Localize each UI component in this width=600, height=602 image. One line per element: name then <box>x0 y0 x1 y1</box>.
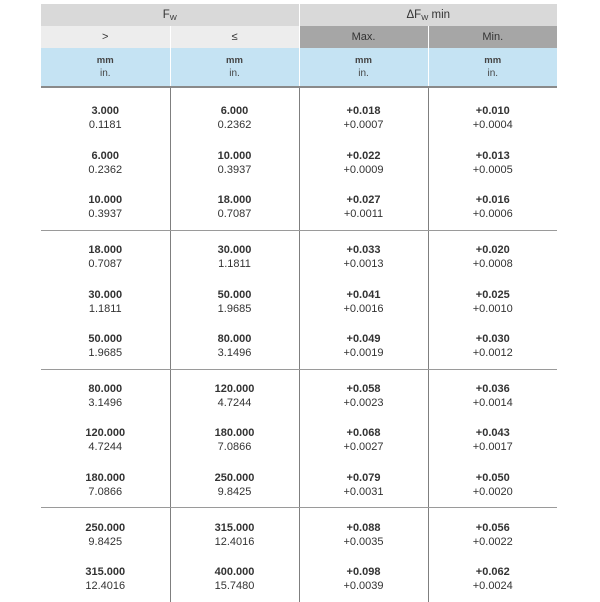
unit-cell <box>170 48 299 87</box>
value-mm: +0.098 <box>346 566 381 579</box>
value-in: +0.0006 <box>472 208 513 221</box>
cell-max <box>299 324 428 369</box>
value-in: 4.7244 <box>217 396 252 409</box>
value-mm: 3.000 <box>91 105 120 118</box>
table-row <box>41 185 557 230</box>
unit-mm: mm <box>226 55 243 66</box>
cell-gt <box>41 418 170 463</box>
value-mm: 30.000 <box>88 288 123 301</box>
value-mm: 400.000 <box>214 566 255 579</box>
tolerance-table <box>41 4 557 602</box>
value-in: +0.0031 <box>343 486 384 499</box>
cell-gt <box>41 87 170 141</box>
cell-min <box>428 324 557 369</box>
value-in: 3.1496 <box>88 396 123 409</box>
value-mm: 30.000 <box>217 244 252 257</box>
value-in: +0.0035 <box>343 535 384 548</box>
table-row <box>41 557 557 602</box>
cell-le <box>170 87 299 141</box>
value-in: 4.7244 <box>88 441 123 454</box>
value-in: 15.7480 <box>214 580 255 593</box>
cell-gt <box>41 279 170 324</box>
value-in: +0.0013 <box>343 258 384 271</box>
value-in: 9.8425 <box>88 535 123 548</box>
cell-min <box>428 279 557 324</box>
cell-gt <box>41 463 170 508</box>
unit-mm: mm <box>96 55 114 66</box>
value-mm: 180.000 <box>214 427 255 440</box>
unit-cell <box>41 48 170 87</box>
col-header-min: Min. <box>428 26 557 48</box>
table-row <box>41 324 557 369</box>
value-mm: +0.025 <box>475 288 510 301</box>
value-mm: 180.000 <box>85 472 126 485</box>
value-mm: 120.000 <box>85 427 126 440</box>
table-row <box>41 141 557 186</box>
unit-cell <box>428 48 557 87</box>
delta-symbol: ΔF <box>406 8 422 21</box>
value-in: 0.2362 <box>217 119 252 132</box>
cell-le <box>170 324 299 369</box>
value-mm: +0.027 <box>346 194 381 207</box>
cell-max <box>299 87 428 141</box>
value-mm: +0.043 <box>475 427 510 440</box>
col-header-max: Max. <box>299 26 428 48</box>
cell-min <box>428 463 557 508</box>
value-mm: +0.041 <box>346 288 381 301</box>
cell-min <box>428 185 557 230</box>
value-in: 0.2362 <box>88 163 123 176</box>
value-mm: 50.000 <box>217 288 252 301</box>
value-in: 1.9685 <box>88 347 123 360</box>
delta-subscript: W <box>421 12 429 22</box>
value-in: +0.0016 <box>343 302 384 315</box>
value-mm: 18.000 <box>217 194 252 207</box>
value-in: 0.7087 <box>88 258 123 271</box>
cell-max <box>299 508 428 557</box>
unit-mm: mm <box>484 55 502 66</box>
value-mm: +0.016 <box>475 194 510 207</box>
value-in: +0.0022 <box>472 535 513 548</box>
value-mm: +0.013 <box>475 149 510 162</box>
unit-in: in. <box>229 68 240 79</box>
cell-gt <box>41 185 170 230</box>
value-in: 1.1811 <box>88 302 122 315</box>
value-mm: +0.058 <box>346 382 381 395</box>
value-mm: 120.000 <box>214 382 255 395</box>
cell-le <box>170 141 299 186</box>
table-row <box>41 418 557 463</box>
value-in: +0.0020 <box>472 486 513 499</box>
value-in: +0.0027 <box>343 441 384 454</box>
cell-min <box>428 557 557 602</box>
cell-max <box>299 185 428 230</box>
value-mm: 315.000 <box>85 566 126 579</box>
value-in: 1.9685 <box>217 302 252 315</box>
value-in: 0.3937 <box>88 208 123 221</box>
cell-le <box>170 185 299 230</box>
cell-gt <box>41 324 170 369</box>
value-mm: +0.079 <box>346 472 381 485</box>
table-row <box>41 369 557 418</box>
value-mm: 315.000 <box>214 521 255 534</box>
table-row <box>41 463 557 508</box>
cell-le <box>170 463 299 508</box>
value-in: 9.8425 <box>217 486 252 499</box>
cell-max <box>299 369 428 418</box>
header-row-units <box>41 48 557 87</box>
value-mm: 80.000 <box>88 382 123 395</box>
value-mm: +0.068 <box>346 427 381 440</box>
cell-gt <box>41 230 170 279</box>
unit-in: in. <box>99 68 111 79</box>
value-in: +0.0009 <box>343 163 384 176</box>
value-in: +0.0004 <box>472 119 513 132</box>
value-mm: +0.018 <box>346 105 381 118</box>
value-in: +0.0005 <box>472 163 513 176</box>
value-mm: +0.056 <box>475 521 510 534</box>
value-in: 7.0866 <box>217 441 252 454</box>
cell-le <box>170 557 299 602</box>
cell-le <box>170 230 299 279</box>
cell-gt <box>41 369 170 418</box>
cell-min <box>428 230 557 279</box>
value-mm: 10.000 <box>217 149 252 162</box>
col-header-gt: > <box>41 26 170 48</box>
value-in: 12.4016 <box>85 580 126 593</box>
value-mm: +0.022 <box>346 149 381 162</box>
value-mm: 250.000 <box>85 521 126 534</box>
value-mm: +0.062 <box>475 566 510 579</box>
value-in: 7.0866 <box>88 486 123 499</box>
value-in: +0.0017 <box>472 441 513 454</box>
value-in: +0.0019 <box>343 347 384 360</box>
value-in: +0.0023 <box>343 396 384 409</box>
value-in: +0.0012 <box>472 347 513 360</box>
fw-header <box>41 4 299 26</box>
fw-subscript: W <box>169 12 177 22</box>
value-mm: 10.000 <box>88 194 123 207</box>
cell-le <box>170 369 299 418</box>
cell-gt <box>41 557 170 602</box>
value-in: +0.0014 <box>472 396 513 409</box>
value-mm: +0.030 <box>475 333 510 346</box>
value-in: +0.0008 <box>472 258 513 271</box>
cell-min <box>428 508 557 557</box>
unit-in: in. <box>487 68 499 79</box>
value-mm: +0.049 <box>346 333 381 346</box>
value-mm: +0.088 <box>346 521 381 534</box>
value-in: 3.1496 <box>217 347 252 360</box>
value-mm: +0.033 <box>346 244 381 257</box>
delta-fw-min-header <box>299 4 557 26</box>
unit-cell <box>299 48 428 87</box>
col-header-le: ≤ <box>170 26 299 48</box>
table-body <box>41 87 557 602</box>
value-mm: +0.036 <box>475 382 510 395</box>
value-in: 0.7087 <box>217 208 252 221</box>
cell-min <box>428 87 557 141</box>
value-mm: 18.000 <box>88 244 123 257</box>
fw-symbol: F <box>162 8 170 21</box>
unit-mm: mm <box>355 55 372 66</box>
unit-in: in. <box>358 68 369 79</box>
value-mm: +0.050 <box>475 472 510 485</box>
value-mm: 80.000 <box>217 333 252 346</box>
value-mm: 6.000 <box>91 149 120 162</box>
cell-min <box>428 141 557 186</box>
table-header <box>41 4 557 87</box>
table-row <box>41 230 557 279</box>
value-in: +0.0007 <box>343 119 384 132</box>
value-in: 1.1811 <box>218 258 251 271</box>
cell-max <box>299 463 428 508</box>
cell-max <box>299 230 428 279</box>
cell-min <box>428 369 557 418</box>
table-row <box>41 87 557 141</box>
header-row-bounds <box>41 26 557 48</box>
cell-gt <box>41 508 170 557</box>
cell-max <box>299 279 428 324</box>
cell-le <box>170 508 299 557</box>
value-in: +0.0039 <box>343 580 384 593</box>
delta-suffix: min <box>428 8 451 21</box>
tolerance-table-container <box>41 4 557 602</box>
value-mm: 250.000 <box>214 472 255 485</box>
value-in: +0.0011 <box>343 208 384 221</box>
value-in: +0.0024 <box>472 580 513 593</box>
cell-gt <box>41 141 170 186</box>
value-mm: 6.000 <box>220 105 249 118</box>
cell-max <box>299 418 428 463</box>
table-row <box>41 508 557 557</box>
value-mm: +0.020 <box>475 244 510 257</box>
value-mm: 50.000 <box>88 333 123 346</box>
cell-min <box>428 418 557 463</box>
cell-max <box>299 557 428 602</box>
value-in: +0.0010 <box>472 302 513 315</box>
cell-le <box>170 279 299 324</box>
value-mm: +0.010 <box>475 105 510 118</box>
cell-max <box>299 141 428 186</box>
value-in: 0.1181 <box>88 119 122 132</box>
header-row-symbols <box>41 4 557 26</box>
value-in: 12.4016 <box>214 535 255 548</box>
value-in: 0.3937 <box>217 163 252 176</box>
table-row <box>41 279 557 324</box>
cell-le <box>170 418 299 463</box>
